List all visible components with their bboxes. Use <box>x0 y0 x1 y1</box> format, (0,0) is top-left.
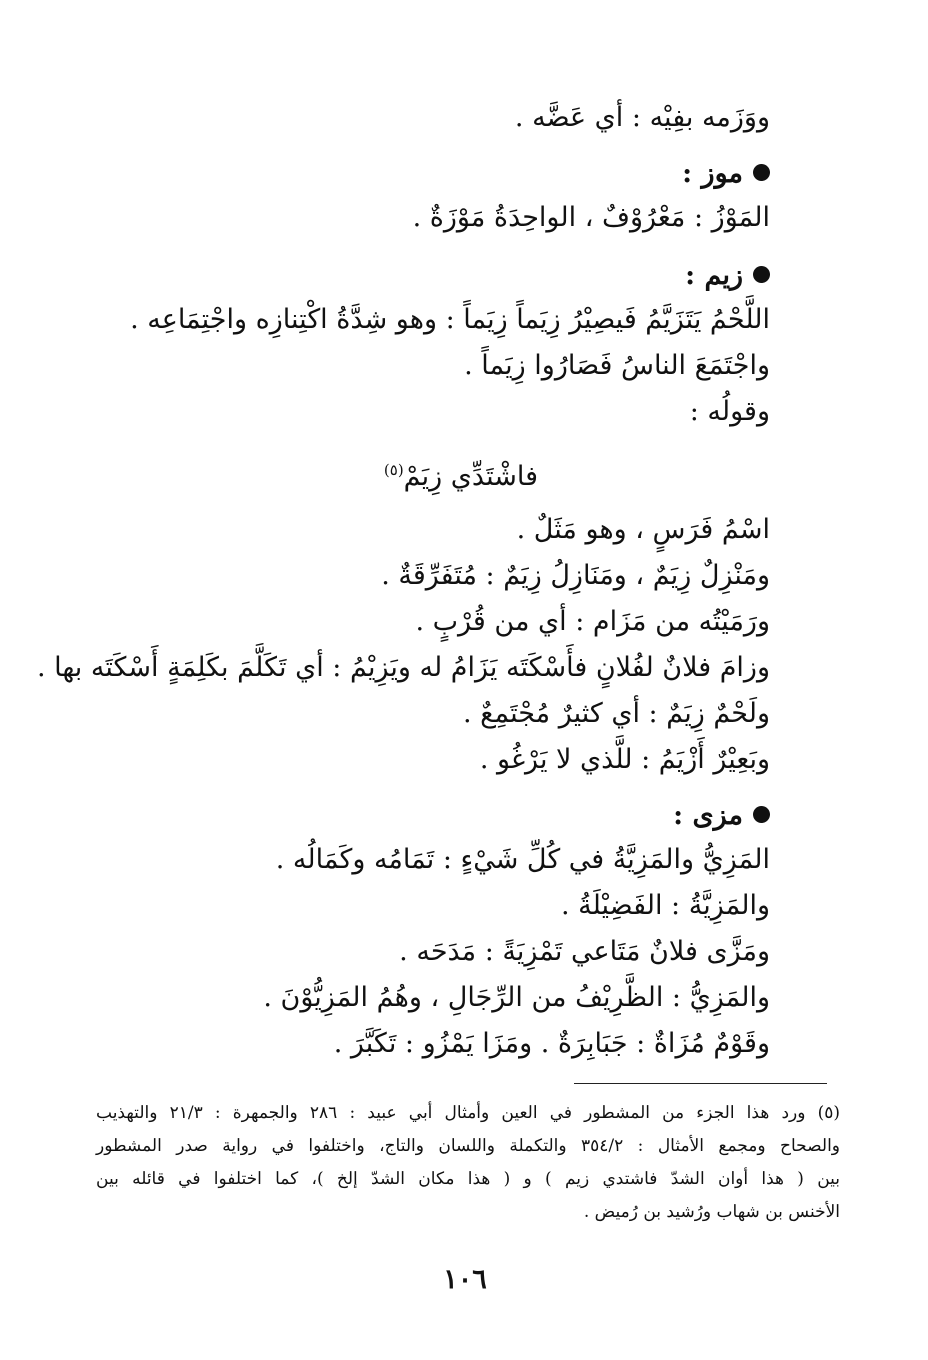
text-line: وقولُه : <box>689 396 770 427</box>
text-line: واجْتَمَعَ الناسُ فَصَارُوا زِيَماً . <box>464 350 770 381</box>
footnote-reference: (٥) <box>383 461 404 479</box>
text-line: ومَزَّى فلانٌ مَتَاعي تَمْزِيَةً : مَدَحَه . <box>399 936 770 967</box>
headword: زيم : <box>685 260 743 291</box>
text-line: والمَزِيُّ : الظَّرِيْفُ من الرِّجَالِ ، وهُمُ المَزِيُّوْنَ . <box>263 982 770 1013</box>
footnote-line: والصحاح ومجمع الأمثال : ٣٥٤/٢ والتكملة واللسان والتاج، واختلفوا في رواية صدر المشطور <box>96 1136 840 1156</box>
text-line: والمَزِيَّةُ : الفَضِيْلَةُ . <box>560 890 770 921</box>
text-line: المَزِيُّ والمَزِيَّةُ في كُلِّ شَيْءٍ : تَمَامُه وكَمَالُه . <box>275 844 770 875</box>
text-line: ورَمَيْتُه من مَزَام : أي من قُرْبٍ . <box>415 606 770 637</box>
text-line: وزامَ فلانٌ لفُلانٍ فأَسْكَتَه يَزَامُ له ويَزِيْمُ : أي تَكَلَّمَ بكَلِمَةٍ أَسْكَتَه بها . <box>36 652 770 683</box>
text-line: وقَوْمٌ مُزَاةٌ : جَبَابِرَةٌ . ومَزَا يَمْزُو : تَكَبَّرَ . <box>333 1028 770 1059</box>
footnote-divider <box>574 1083 827 1084</box>
text-line: ووَزَمه بفِيْه : أي عَضَّه . <box>514 102 770 133</box>
poetry-verse <box>384 448 538 499</box>
footnote-line: بين ( هذا أوان الشدّ فاشتدي زيم ) و ( هذا مكان الشدّ إلخ )، كما اختلفوا في قائله بين <box>96 1169 840 1189</box>
verse-text: فاشْتَدِّي زِيَمْ <box>403 461 538 492</box>
entry-heading <box>90 254 770 298</box>
bullet-icon <box>753 164 770 181</box>
page-number: ١٠٦ <box>443 1264 487 1295</box>
text-line: وبَعِيْرٌ أَزْيَمُ : للَّذي لا يَرْغُو . <box>479 744 770 775</box>
text-line: اللَّحْمُ يَتَزَيَّمُ فَيصِيْرُ زِيَماً زِيَماً : وهو شِدَّةُ اكْتِنازِه واجْتِمَاعِه . <box>130 304 770 335</box>
entry-heading <box>90 794 770 838</box>
bullet-icon <box>753 806 770 823</box>
footnote-line: (٥) ورد هذا الجزء من المشطور في العين وأمثال أبي عبيد : ٢٨٦ والجمهرة : ٢١/٣ والتهذيب <box>96 1103 840 1123</box>
text-line: ومَنْزِلٌ زِيَمٌ ، ومَنَازِلُ زِيَمٌ : مُتَفَرِّقَةٌ . <box>381 560 770 591</box>
entry-heading <box>90 152 770 196</box>
headword: مزى : <box>673 800 743 831</box>
headword: موز : <box>682 158 743 189</box>
bullet-icon <box>753 266 770 283</box>
footnote-line: الأخنس بن شهاب ورُشيد بن رُميض . <box>583 1202 840 1222</box>
text-line: المَوْزُ : مَعْرُوْفٌ ، الواحِدَةُ مَوْزَةٌ . <box>412 202 770 233</box>
text-line: اسْمُ فَرَسٍ ، وهو مَثَلٌ . <box>516 514 770 545</box>
text-line: ولَحْمٌ زِيَمٌ : أي كثيرٌ مُجْتَمِعٌ . <box>462 698 770 729</box>
